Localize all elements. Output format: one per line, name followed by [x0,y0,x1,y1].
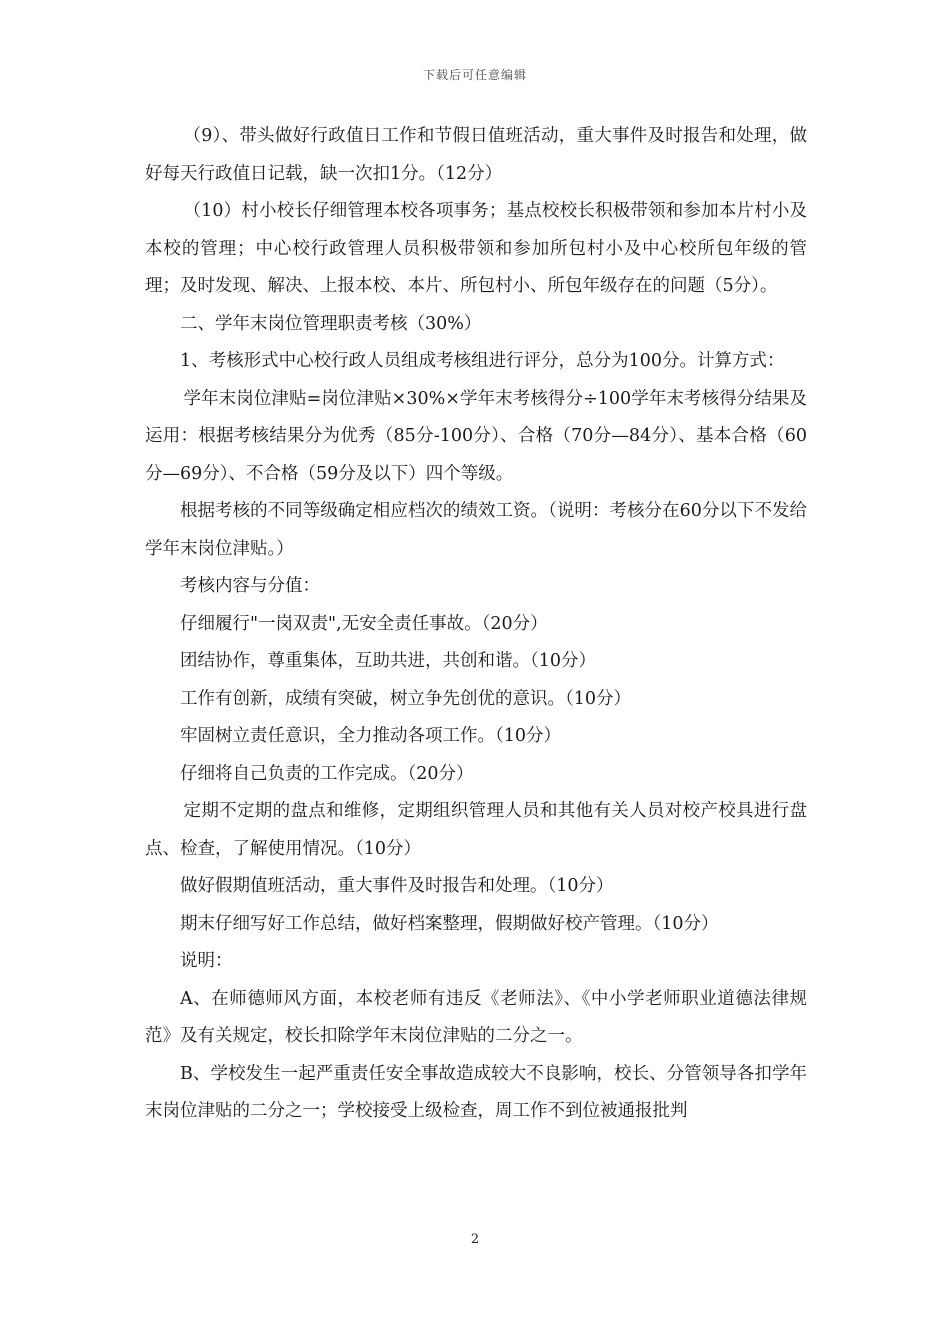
paragraph: A、在师德师风方面，本校老师有违反《老师法》、《中小学老师职业道德法律规范》及有关规定，校长扣除学年末岗位津贴的二分之一。 [145,988,807,1046]
paragraph: （10）村小校长仔细管理本校各项事务；基点校校长积极带领和参加本片村小及本校的管理；中心校行政管理人员积极带领和参加所包村小及中心校所包年级的管理；及时发现、解决、上报本校、本片、所包村小、所包年级存在的问题（5分）。 [145,201,807,296]
list-item: 工作有创新，成绩有突破，树立争先创优的意识。（10分） [180,688,632,709]
paragraph: （9）、带头做好行政值日工作和节假日值班活动，重大事件及时报告和处理，做好每天行政值日记载，缺一次扣1分。（12分） [145,126,807,184]
list-item: 仔细履行"一岗双责",无安全责任事故。（20分） [180,613,548,634]
paragraph: 学年末岗位津贴=岗位津贴×30%×学年末考核得分÷100学年末考核得分结果及运用：根据考核结果分为优秀（85分-100分）、合格（70分—84分）、基本合格（60分—69分）、不合格（59分及以下）四个等级。 [145,388,807,484]
paragraph: B、学校发生一起严重责任安全事故造成较大不良影响，校长、分管领导各扣学年末岗位津贴的二分之一；学校接受上级检查，周工作不到位被通报批判 [145,1063,807,1121]
list-item: 做好假期值班活动，重大事件及时报告和处理。（10分） [180,876,614,896]
list-item: 定期不定期的盘点和维修，定期组织管理人员和其他有关人员对校产校具进行盘点、检查，了解使用情况。（10分） [145,801,807,859]
list-item: 期末仔细写好工作总结，做好档案整理，假期做好校产管理。（10分） [180,913,719,934]
list-item: 团结协作，尊重集体，互助共进，共创和谐。（10分） [180,651,597,671]
paragraph: 根据考核的不同等级确定相应档次的绩效工资。（说明：考核分在60分以下不发给学年末岗位津贴。） [145,501,807,559]
list-item: 牢固树立责任意识，全力推动各项工作。（10分） [180,726,562,746]
section-heading: 二、学年末岗位管理职责考核（30%） [180,313,482,334]
page-header: 下载后可任意编辑 [422,68,527,82]
paragraph: 说明： [180,951,233,971]
document-body [145,118,807,1131]
paragraph: 1、考核形式中心校行政人员组成考核组进行评分，总分为100分。计算方式： [180,351,785,371]
paragraph: 考核内容与分值： [180,576,320,596]
list-item: 仔细将自己负责的工作完成。（20分） [180,763,474,784]
page-number: 2 [470,1232,480,1247]
